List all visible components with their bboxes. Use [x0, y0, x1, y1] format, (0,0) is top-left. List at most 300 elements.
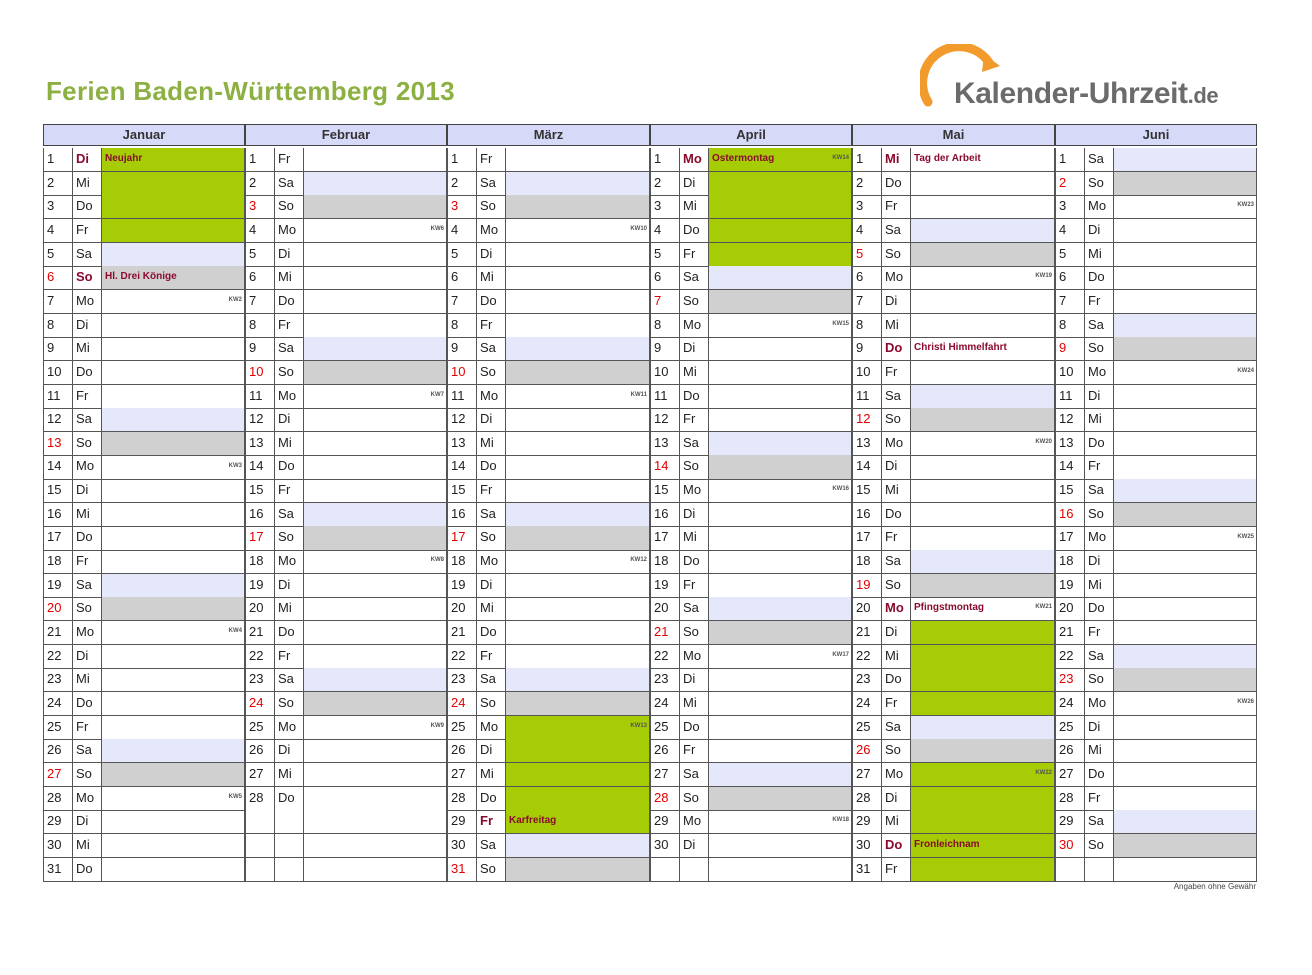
day-note	[506, 858, 650, 882]
day-number: 22	[43, 645, 73, 669]
weekday: So	[73, 597, 102, 621]
day-note	[506, 597, 650, 621]
weekday: Mi	[73, 337, 102, 361]
day-note	[911, 243, 1055, 267]
day-number: 8	[245, 314, 275, 338]
day-number: 25	[43, 716, 73, 740]
calendar-week: KW19	[1035, 273, 1052, 280]
weekday: Fr	[1085, 787, 1114, 811]
day-note	[709, 385, 852, 409]
weekday: Di	[477, 243, 506, 267]
day-note	[102, 526, 245, 550]
day-number: 20	[852, 597, 882, 621]
day-number: 8	[650, 314, 680, 338]
day-number: 9	[650, 337, 680, 361]
weekday: So	[477, 692, 506, 716]
day-note	[304, 763, 447, 787]
calendar-grid	[43, 124, 1257, 881]
day-number: 9	[1055, 337, 1085, 361]
day-number: 31	[43, 858, 73, 882]
day-number: 20	[650, 597, 680, 621]
empty-cell	[245, 810, 275, 834]
weekday: Mo	[275, 219, 304, 243]
calendar-week: KW22	[1035, 770, 1052, 777]
day-note	[709, 597, 852, 621]
weekday: Sa	[680, 763, 709, 787]
day-number: 27	[650, 763, 680, 787]
day-note	[1114, 621, 1257, 645]
day-note	[102, 692, 245, 716]
day-note	[506, 716, 650, 740]
weekday: Mi	[882, 479, 911, 503]
weekday: Sa	[1085, 645, 1114, 669]
weekday: Mo	[882, 597, 911, 621]
day-note	[911, 526, 1055, 550]
day-number: 14	[447, 455, 477, 479]
day-number: 1	[245, 148, 275, 172]
weekday: Mi	[882, 810, 911, 834]
day-number: 30	[650, 834, 680, 858]
day-note	[1114, 314, 1257, 338]
day-number: 7	[43, 290, 73, 314]
day-number: 28	[245, 787, 275, 811]
day-number: 30	[447, 834, 477, 858]
month-header: Mai	[852, 124, 1055, 146]
weekday: Mi	[680, 526, 709, 550]
day-number: 6	[1055, 266, 1085, 290]
day-note	[304, 692, 447, 716]
day-number: 15	[650, 479, 680, 503]
day-note	[709, 503, 852, 527]
calendar-week: KW15	[832, 320, 849, 327]
day-note	[304, 716, 447, 740]
weekday: So	[1085, 503, 1114, 527]
day-number: 5	[245, 243, 275, 267]
weekday: Do	[882, 172, 911, 196]
day-note	[1114, 432, 1257, 456]
day-note	[506, 763, 650, 787]
day-number: 29	[1055, 810, 1085, 834]
calendar-week: KW23	[1237, 202, 1254, 209]
weekday: Mo	[680, 645, 709, 669]
day-number: 27	[1055, 763, 1085, 787]
day-number: 15	[245, 479, 275, 503]
day-note	[304, 314, 447, 338]
day-note	[1114, 219, 1257, 243]
day-number: 13	[447, 432, 477, 456]
holiday-name: Neujahr	[105, 153, 143, 164]
holiday-name: Tag der Arbeit	[914, 153, 981, 164]
day-number: 11	[1055, 385, 1085, 409]
weekday: Mo	[477, 716, 506, 740]
weekday: Sa	[275, 337, 304, 361]
day-note	[102, 597, 245, 621]
weekday: Do	[275, 455, 304, 479]
day-number: 16	[852, 503, 882, 527]
day-number: 27	[852, 763, 882, 787]
weekday: Fr	[73, 716, 102, 740]
logo-main: Kalender-Uhrzeit	[954, 77, 1188, 110]
day-number: 9	[43, 337, 73, 361]
weekday: Mi	[1085, 574, 1114, 598]
day-number: 11	[650, 385, 680, 409]
weekday: So	[680, 455, 709, 479]
day-note	[1114, 787, 1257, 811]
day-note	[709, 574, 852, 598]
day-note	[911, 621, 1055, 645]
day-number: 24	[43, 692, 73, 716]
calendar-week: KW4	[228, 628, 242, 635]
day-note	[304, 337, 447, 361]
empty-cell	[275, 834, 304, 858]
day-number: 16	[43, 503, 73, 527]
day-note	[911, 858, 1055, 882]
day-note	[506, 148, 650, 172]
weekday: Mo	[275, 716, 304, 740]
day-number: 10	[447, 361, 477, 385]
day-number: 3	[1055, 195, 1085, 219]
day-number: 9	[852, 337, 882, 361]
weekday: So	[1085, 337, 1114, 361]
holiday-label	[102, 148, 245, 172]
day-note	[102, 763, 245, 787]
empty-cell	[245, 858, 275, 882]
day-note	[304, 219, 447, 243]
day-number: 7	[650, 290, 680, 314]
weekday: Mi	[1085, 739, 1114, 763]
day-number: 17	[43, 526, 73, 550]
weekday: Fr	[477, 645, 506, 669]
day-number: 31	[447, 858, 477, 882]
empty-cell	[709, 858, 852, 882]
weekday: Di	[477, 739, 506, 763]
weekday: Do	[1085, 597, 1114, 621]
weekday: Di	[275, 243, 304, 267]
weekday: Mi	[275, 266, 304, 290]
day-number: 23	[447, 668, 477, 692]
logo[interactable]	[920, 44, 1250, 114]
day-note	[709, 763, 852, 787]
weekday: Sa	[73, 408, 102, 432]
weekday: Fr	[73, 550, 102, 574]
day-note	[1114, 668, 1257, 692]
day-number: 2	[245, 172, 275, 196]
day-note	[1114, 266, 1257, 290]
weekday: Sa	[1085, 148, 1114, 172]
day-number: 2	[447, 172, 477, 196]
weekday: Di	[882, 455, 911, 479]
weekday: Di	[477, 408, 506, 432]
day-note	[709, 219, 852, 243]
day-note	[102, 195, 245, 219]
weekday: Fr	[680, 243, 709, 267]
day-note	[709, 432, 852, 456]
day-number: 6	[650, 266, 680, 290]
day-number: 2	[650, 172, 680, 196]
weekday: Di	[73, 314, 102, 338]
day-note	[1114, 763, 1257, 787]
day-number: 13	[245, 432, 275, 456]
logo-suffix: .de	[1187, 83, 1219, 108]
day-note	[304, 432, 447, 456]
day-note	[709, 314, 852, 338]
day-number: 16	[650, 503, 680, 527]
day-number: 22	[1055, 645, 1085, 669]
day-number: 9	[447, 337, 477, 361]
weekday: So	[275, 692, 304, 716]
day-note	[506, 385, 650, 409]
day-number: 24	[852, 692, 882, 716]
holiday-label	[506, 810, 650, 834]
weekday: Do	[477, 621, 506, 645]
day-number: 23	[650, 668, 680, 692]
weekday: Di	[680, 172, 709, 196]
weekday: So	[275, 361, 304, 385]
day-note	[506, 290, 650, 314]
day-number: 1	[43, 148, 73, 172]
day-note	[506, 526, 650, 550]
weekday: Di	[680, 668, 709, 692]
day-number: 8	[852, 314, 882, 338]
calendar-week: KW14	[832, 155, 849, 162]
day-note	[709, 479, 852, 503]
weekday: Sa	[882, 385, 911, 409]
day-note	[709, 692, 852, 716]
weekday: Mi	[680, 195, 709, 219]
day-note	[304, 668, 447, 692]
day-note	[102, 574, 245, 598]
weekday: Di	[680, 834, 709, 858]
weekday: So	[477, 361, 506, 385]
day-number: 20	[245, 597, 275, 621]
day-number: 21	[43, 621, 73, 645]
day-number: 25	[447, 716, 477, 740]
day-note	[709, 810, 852, 834]
day-note	[911, 432, 1055, 456]
day-note	[1114, 597, 1257, 621]
day-number: 19	[43, 574, 73, 598]
day-note	[102, 408, 245, 432]
weekday: Sa	[882, 716, 911, 740]
day-number: 19	[1055, 574, 1085, 598]
weekday: Mi	[882, 148, 911, 172]
day-number: 27	[447, 763, 477, 787]
day-note	[506, 361, 650, 385]
day-note	[709, 834, 852, 858]
day-number: 26	[852, 739, 882, 763]
day-number: 29	[852, 810, 882, 834]
day-note	[506, 455, 650, 479]
day-number: 18	[852, 550, 882, 574]
empty-cell	[275, 810, 304, 834]
day-note	[506, 645, 650, 669]
day-number: 14	[1055, 455, 1085, 479]
holiday-name: Ostermontag	[712, 153, 775, 164]
page-title: Ferien Baden-Württemberg 2013	[46, 76, 455, 106]
holiday-name: Fronleichnam	[914, 838, 980, 850]
weekday: Di	[882, 787, 911, 811]
day-note	[102, 668, 245, 692]
weekday: Mi	[73, 172, 102, 196]
day-note	[911, 314, 1055, 338]
day-number: 18	[1055, 550, 1085, 574]
month-header: Januar	[43, 124, 245, 146]
weekday: Mo	[275, 385, 304, 409]
weekday: Di	[73, 810, 102, 834]
day-note	[709, 290, 852, 314]
day-note	[911, 645, 1055, 669]
weekday: Mi	[73, 668, 102, 692]
weekday: Mo	[1085, 526, 1114, 550]
month-header: Februar	[245, 124, 447, 146]
day-note	[102, 716, 245, 740]
weekday: Mi	[882, 314, 911, 338]
weekday: So	[1085, 834, 1114, 858]
day-number: 26	[447, 739, 477, 763]
weekday: Do	[882, 337, 911, 361]
weekday: Fr	[680, 574, 709, 598]
calendar-week: KW25	[1237, 533, 1254, 540]
weekday: Di	[275, 574, 304, 598]
day-number: 30	[43, 834, 73, 858]
weekday: Fr	[275, 148, 304, 172]
day-number: 7	[1055, 290, 1085, 314]
day-number: 28	[650, 787, 680, 811]
day-number: 30	[852, 834, 882, 858]
day-number: 27	[43, 763, 73, 787]
day-note	[1114, 455, 1257, 479]
day-note	[506, 266, 650, 290]
weekday: Do	[477, 455, 506, 479]
weekday: Di	[680, 337, 709, 361]
weekday: Mi	[275, 432, 304, 456]
day-number: 23	[852, 668, 882, 692]
day-note	[304, 290, 447, 314]
empty-cell	[304, 834, 447, 858]
weekday: Do	[680, 385, 709, 409]
day-number: 20	[1055, 597, 1085, 621]
day-note	[304, 645, 447, 669]
day-number: 13	[650, 432, 680, 456]
weekday: Sa	[275, 503, 304, 527]
weekday: Sa	[477, 834, 506, 858]
day-number: 21	[1055, 621, 1085, 645]
calendar-week: KW6	[430, 226, 444, 233]
day-note	[709, 716, 852, 740]
weekday: Mi	[477, 266, 506, 290]
day-note	[102, 385, 245, 409]
day-note	[506, 243, 650, 267]
day-note	[1114, 574, 1257, 598]
holiday-label	[709, 148, 852, 172]
day-number: 1	[852, 148, 882, 172]
weekday: So	[680, 787, 709, 811]
weekday: Mo	[73, 290, 102, 314]
weekday: Di	[477, 574, 506, 598]
calendar-week: KW20	[1035, 438, 1052, 445]
day-number: 3	[852, 195, 882, 219]
day-note	[911, 219, 1055, 243]
day-note	[709, 550, 852, 574]
day-note	[911, 361, 1055, 385]
day-note	[911, 479, 1055, 503]
day-note	[102, 219, 245, 243]
day-note	[102, 479, 245, 503]
weekday: Di	[275, 408, 304, 432]
weekday: So	[73, 763, 102, 787]
day-note	[1114, 408, 1257, 432]
weekday: Sa	[680, 432, 709, 456]
day-number: 4	[852, 219, 882, 243]
weekday: Mi	[275, 597, 304, 621]
day-number: 10	[43, 361, 73, 385]
day-note	[102, 314, 245, 338]
day-note	[304, 266, 447, 290]
weekday: Mi	[477, 597, 506, 621]
day-note	[506, 432, 650, 456]
day-note	[304, 148, 447, 172]
day-number: 24	[1055, 692, 1085, 716]
day-note	[304, 597, 447, 621]
weekday: Di	[1085, 550, 1114, 574]
weekday: So	[680, 290, 709, 314]
day-note	[506, 503, 650, 527]
weekday: Mo	[73, 621, 102, 645]
holiday-name: Karfreitag	[509, 815, 557, 827]
day-note	[1114, 645, 1257, 669]
day-note	[506, 834, 650, 858]
weekday: Mo	[882, 266, 911, 290]
weekday: Mo	[680, 810, 709, 834]
calendar-week: KW5	[228, 793, 242, 800]
weekday: Sa	[680, 266, 709, 290]
calendar-week: KW2	[228, 297, 242, 304]
calendar-week: KW12	[630, 557, 647, 564]
day-note	[709, 455, 852, 479]
day-note	[709, 645, 852, 669]
weekday: Sa	[73, 574, 102, 598]
day-note	[102, 645, 245, 669]
day-note	[911, 550, 1055, 574]
weekday: Di	[882, 290, 911, 314]
weekday: Do	[275, 787, 304, 811]
day-number: 18	[245, 550, 275, 574]
weekday: Do	[275, 290, 304, 314]
day-note	[506, 574, 650, 598]
weekday: Mo	[1085, 361, 1114, 385]
day-number: 9	[245, 337, 275, 361]
holiday-name: Christi Himmelfahrt	[914, 342, 1007, 354]
weekday: Mo	[1085, 195, 1114, 219]
day-number: 15	[43, 479, 73, 503]
day-note	[506, 787, 650, 811]
day-number: 13	[1055, 432, 1085, 456]
day-number: 10	[1055, 361, 1085, 385]
day-number: 4	[245, 219, 275, 243]
weekday: Mi	[477, 432, 506, 456]
weekday: Do	[680, 550, 709, 574]
day-number: 11	[447, 385, 477, 409]
day-note	[911, 385, 1055, 409]
day-note	[1114, 385, 1257, 409]
day-number: 7	[852, 290, 882, 314]
weekday: Sa	[1085, 810, 1114, 834]
day-number: 29	[447, 810, 477, 834]
day-note	[102, 858, 245, 882]
holiday-label	[911, 148, 1055, 172]
day-number: 11	[245, 385, 275, 409]
calendar-week: KW26	[1237, 699, 1254, 706]
